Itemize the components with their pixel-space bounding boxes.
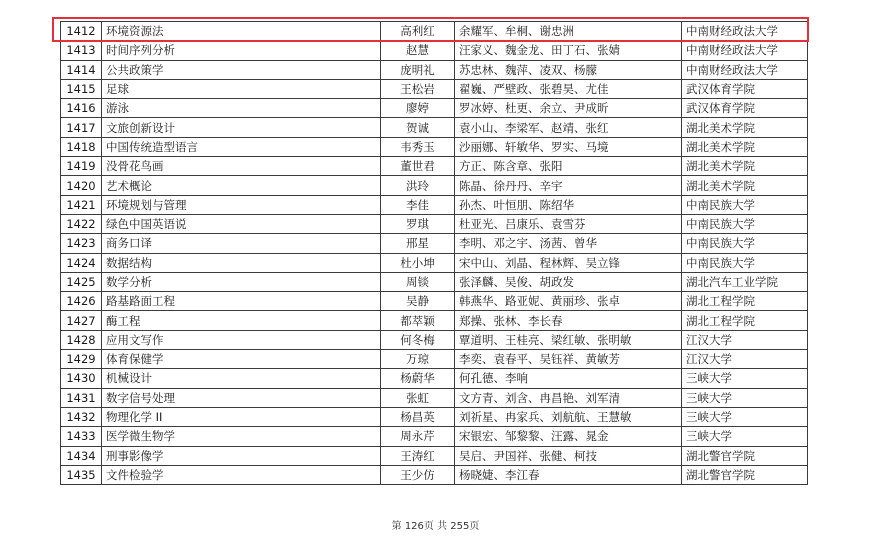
table-row	[61, 465, 808, 484]
page-number: 第 126页 共 255页	[391, 521, 480, 532]
row-number: 1423	[61, 234, 102, 253]
school-name: 武汉体育学院	[682, 79, 808, 98]
course-name: 数据结构	[102, 253, 381, 272]
row-number: 1415	[61, 79, 102, 98]
team-members: 张泽麟、吴俊、胡政发	[455, 272, 682, 291]
course-lead: 杨昌英	[381, 407, 455, 426]
row-number: 1431	[61, 388, 102, 407]
course-name: 文件检验学	[102, 465, 381, 484]
team-members: 孙杰、叶恒朋、陈绍华	[455, 195, 682, 214]
team-members: 刘祈星、冉家兵、刘航航、王慧敏	[455, 407, 682, 426]
team-members: 沙丽娜、轩敏华、罗实、马境	[455, 137, 682, 156]
course-lead: 洪玲	[381, 176, 455, 195]
course-name: 绿色中国英语说	[102, 214, 381, 233]
table-row	[61, 427, 808, 446]
course-name: 环境规划与管理	[102, 195, 381, 214]
course-lead: 罗琪	[381, 214, 455, 233]
table-row	[61, 292, 808, 311]
course-name: 艺术概论	[102, 176, 381, 195]
team-members: 宋中山、刘晶、程林辉、吴立锋	[455, 253, 682, 272]
table-row	[61, 22, 808, 41]
course-lead: 何冬梅	[381, 330, 455, 349]
row-number: 1435	[61, 465, 102, 484]
course-name: 游泳	[102, 99, 381, 118]
school-name: 湖北美术学院	[682, 176, 808, 195]
course-lead: 王松岩	[381, 79, 455, 98]
row-number: 1432	[61, 407, 102, 426]
school-name: 湖北美术学院	[682, 157, 808, 176]
row-number: 1427	[61, 311, 102, 330]
team-members: 余耀军、牟桐、谢忠洲	[455, 22, 682, 41]
row-number: 1417	[61, 118, 102, 137]
table-row	[61, 407, 808, 426]
course-name: 物理化学 II	[102, 407, 381, 426]
course-name: 刑事影像学	[102, 446, 381, 465]
team-members: 吴启、尹国祥、张健、柯技	[455, 446, 682, 465]
course-name: 酶工程	[102, 311, 381, 330]
team-members: 方正、陈含章、张阳	[455, 157, 682, 176]
table-row	[61, 195, 808, 214]
school-name: 三峡大学	[682, 427, 808, 446]
course-lead: 赵慧	[381, 41, 455, 60]
table-row	[61, 99, 808, 118]
school-name: 湖北工程学院	[682, 292, 808, 311]
course-lead: 贺诚	[381, 118, 455, 137]
table-row	[61, 79, 808, 98]
table-row	[61, 41, 808, 60]
team-members: 袁小山、李梁军、赵靖、张红	[455, 118, 682, 137]
course-lead: 李佳	[381, 195, 455, 214]
team-members: 韩燕华、路亚妮、黄丽珍、张卓	[455, 292, 682, 311]
course-name: 医学微生物学	[102, 427, 381, 446]
course-name: 应用文写作	[102, 330, 381, 349]
table-row	[61, 157, 808, 176]
course-table	[60, 21, 808, 485]
course-lead: 高利红	[381, 22, 455, 41]
school-name: 湖北工程学院	[682, 311, 808, 330]
row-number: 1421	[61, 195, 102, 214]
school-name: 中南民族大学	[682, 253, 808, 272]
table-row	[61, 176, 808, 195]
course-lead: 廖婷	[381, 99, 455, 118]
row-number: 1412	[61, 22, 102, 41]
school-name: 江汉大学	[682, 330, 808, 349]
course-lead: 王少仿	[381, 465, 455, 484]
team-members: 郑操、张林、李长春	[455, 311, 682, 330]
course-name: 文旅创新设计	[102, 118, 381, 137]
school-name: 三峡大学	[682, 388, 808, 407]
table-row	[61, 350, 808, 369]
row-number: 1422	[61, 214, 102, 233]
table-row	[61, 369, 808, 388]
course-name: 机械设计	[102, 369, 381, 388]
table-row	[61, 388, 808, 407]
row-number: 1425	[61, 272, 102, 291]
team-members: 翟巍、严壁政、张碧昊、尤佳	[455, 79, 682, 98]
row-number: 1428	[61, 330, 102, 349]
school-name: 湖北警官学院	[682, 465, 808, 484]
school-name: 中南民族大学	[682, 234, 808, 253]
course-name: 中国传统造型语言	[102, 137, 381, 156]
course-name: 足球	[102, 79, 381, 98]
course-lead: 王涛红	[381, 446, 455, 465]
course-lead: 董世君	[381, 157, 455, 176]
course-lead: 韦秀玉	[381, 137, 455, 156]
team-members: 李奕、袁春平、吴钰祥、黄敏芳	[455, 350, 682, 369]
team-members: 文方青、刘含、冉昌艳、刘军清	[455, 388, 682, 407]
school-name: 湖北美术学院	[682, 137, 808, 156]
row-number: 1420	[61, 176, 102, 195]
course-name: 数字信号处理	[102, 388, 381, 407]
course-name: 路基路面工程	[102, 292, 381, 311]
row-number: 1416	[61, 99, 102, 118]
course-name: 环境资源法	[102, 22, 381, 41]
table-row	[61, 118, 808, 137]
course-lead: 庞明礼	[381, 60, 455, 79]
table-row	[61, 330, 808, 349]
row-number: 1424	[61, 253, 102, 272]
course-name: 体育保健学	[102, 350, 381, 369]
course-lead: 都萃颖	[381, 311, 455, 330]
school-name: 武汉体育学院	[682, 99, 808, 118]
table-row	[61, 272, 808, 291]
table-row	[61, 214, 808, 233]
row-number: 1426	[61, 292, 102, 311]
row-number: 1429	[61, 350, 102, 369]
school-name: 中南民族大学	[682, 195, 808, 214]
course-name: 没骨花鸟画	[102, 157, 381, 176]
course-name: 商务口译	[102, 234, 381, 253]
school-name: 中南民族大学	[682, 214, 808, 233]
team-members: 汪家义、魏金龙、田丁石、张婧	[455, 41, 682, 60]
course-table-body	[61, 22, 808, 485]
course-lead: 周锬	[381, 272, 455, 291]
course-lead: 万琼	[381, 350, 455, 369]
row-number: 1419	[61, 157, 102, 176]
team-members: 李明、邓之宇、汤茜、曾华	[455, 234, 682, 253]
table-row	[61, 234, 808, 253]
school-name: 湖北警官学院	[682, 446, 808, 465]
course-lead: 杜小坤	[381, 253, 455, 272]
course-lead: 邢星	[381, 234, 455, 253]
table-row	[61, 253, 808, 272]
course-name: 时间序列分析	[102, 41, 381, 60]
table-row	[61, 60, 808, 79]
course-lead: 张虹	[381, 388, 455, 407]
row-number: 1430	[61, 369, 102, 388]
team-members: 何孔德、李响	[455, 369, 682, 388]
team-members: 苏忠林、魏萍、凌双、杨朦	[455, 60, 682, 79]
school-name: 三峡大学	[682, 407, 808, 426]
table-row	[61, 137, 808, 156]
course-lead: 吴静	[381, 292, 455, 311]
table-row	[61, 446, 808, 465]
school-name: 三峡大学	[682, 369, 808, 388]
course-lead: 周永芹	[381, 427, 455, 446]
team-members: 陈晶、徐丹丹、辛宇	[455, 176, 682, 195]
table-row	[61, 311, 808, 330]
school-name: 中南财经政法大学	[682, 22, 808, 41]
row-number: 1434	[61, 446, 102, 465]
team-members: 杨晓婕、李江春	[455, 465, 682, 484]
school-name: 湖北美术学院	[682, 118, 808, 137]
team-members: 杜亚光、吕康乐、袁雪芬	[455, 214, 682, 233]
team-members: 罗冰婷、杜更、余立、尹成昕	[455, 99, 682, 118]
school-name: 中南财经政法大学	[682, 60, 808, 79]
row-number: 1413	[61, 41, 102, 60]
course-lead: 杨蔚华	[381, 369, 455, 388]
row-number: 1414	[61, 60, 102, 79]
school-name: 湖北汽车工业学院	[682, 272, 808, 291]
team-members: 覃道明、王桂亮、梁红敏、张明敏	[455, 330, 682, 349]
school-name: 中南财经政法大学	[682, 41, 808, 60]
row-number: 1433	[61, 427, 102, 446]
school-name: 江汉大学	[682, 350, 808, 369]
team-members: 宋银宏、邹黎黎、汪露、晁金	[455, 427, 682, 446]
row-number: 1418	[61, 137, 102, 156]
course-name: 公共政策学	[102, 60, 381, 79]
course-name: 数学分析	[102, 272, 381, 291]
